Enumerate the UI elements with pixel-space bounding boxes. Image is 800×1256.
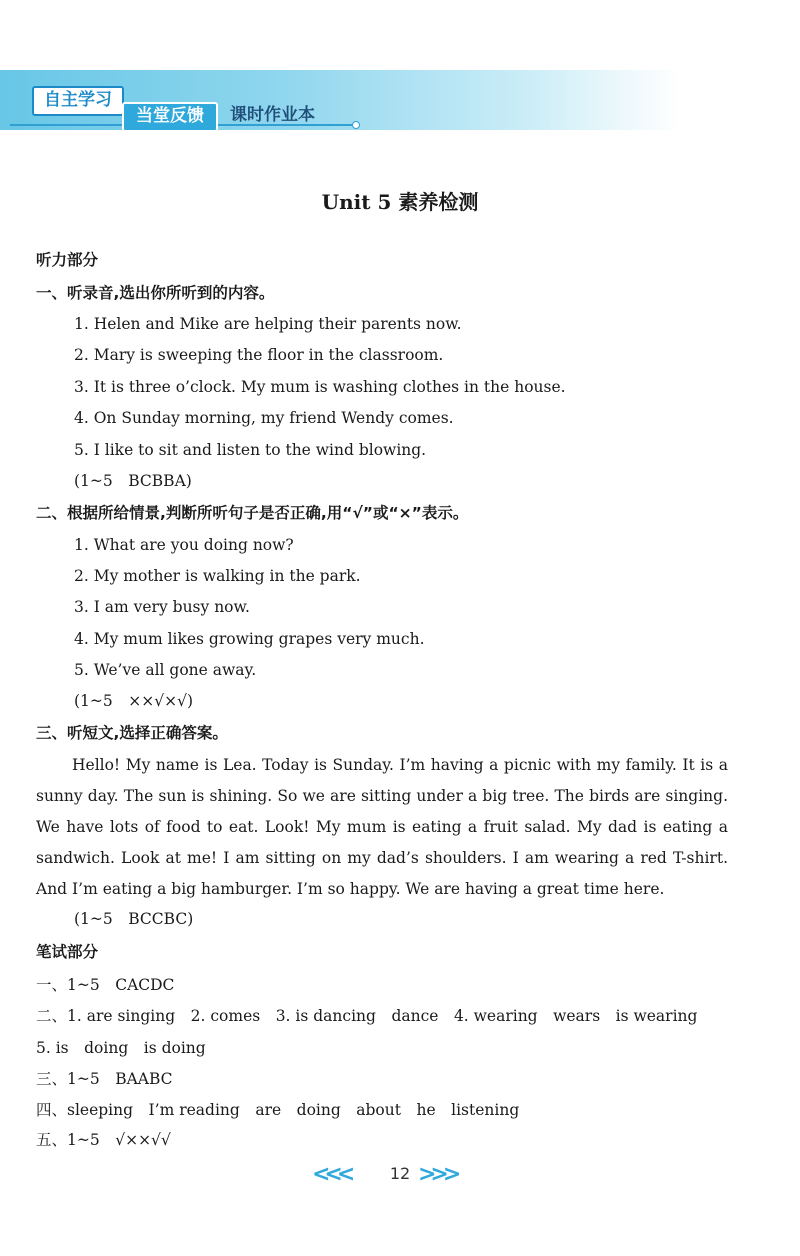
- s2-item-4: 4. My mum likes growing grapes very much.: [74, 630, 425, 648]
- s1-item-1: 1. Helen and Mike are helping their parents now.: [74, 315, 462, 333]
- written-answer-2-line2: 5. is doing is doing: [36, 1039, 206, 1057]
- listening-section1-title: 一、听录音,选出你所听到的内容。: [36, 284, 275, 302]
- s1-item-2: 2. Mary is sweeping the floor in the classroom.: [74, 346, 444, 364]
- s1-item-4: 4. On Sunday morning, my friend Wendy comes.: [74, 409, 454, 427]
- page-title: Unit 5 素养检测: [321, 190, 479, 214]
- header-dot-icon: [352, 121, 360, 129]
- written-answer-1: 一、1~5 CACDC: [36, 976, 175, 994]
- listening-section2-title: 二、根据所给情景,判断所听句子是否正确,用“√”或“×”表示。: [36, 504, 469, 522]
- written-heading: 笔试部分: [36, 943, 99, 961]
- s1-answer: (1~5 BCBBA): [74, 472, 192, 490]
- s2-item-1: 1. What are you doing now?: [74, 536, 294, 554]
- s2-item-2: 2. My mother is walking in the park.: [74, 567, 361, 585]
- header-tag-feedback: 当堂反馈: [122, 102, 218, 132]
- s1-item-5: 5. I like to sit and listen to the wind blowing.: [74, 441, 427, 459]
- written-answer-3: 三、1~5 BAABC: [36, 1070, 173, 1088]
- footer-left-arrows-icon: <<<: [312, 1162, 350, 1187]
- s3-answer: (1~5 BCCBC): [74, 910, 194, 928]
- written-answer-4: 四、sleeping I’m reading are doing about he listening: [36, 1101, 520, 1119]
- s2-answer: (1~5 ××√×√): [74, 692, 194, 710]
- s2-item-5: 5. We’ve all gone away.: [74, 661, 257, 679]
- written-answer-5: 五、1~5 √××√√: [36, 1131, 171, 1149]
- header-tag-self-study: 自主学习: [32, 86, 124, 116]
- s1-item-3: 3. It is three o’clock. My mum is washing clothes in the house.: [74, 378, 566, 396]
- page-number: 12: [389, 1164, 411, 1183]
- listening-section3-title: 三、听短文,选择正确答案。: [36, 724, 228, 742]
- s2-item-3: 3. I am very busy now.: [74, 598, 250, 616]
- header-book-title: 课时作业本: [230, 105, 315, 125]
- written-answer-2-line1: 二、1. are singing 2. comes 3. is dancing dance 4. wearing wears is wearing: [36, 1007, 698, 1025]
- footer-right-arrows-icon: >>>: [418, 1162, 456, 1187]
- s3-passage: Hello! My name is Lea. Today is Sunday. I’m having a picnic with my family. It is a sunny day. The sun is shining. So we are sitting under a big tree. The birds are singing. We have lots of food to eat. Look! My mum is eating a fruit salad. My dad is eating a sandwich. Look at me! I am sitting on my dad’s shoulders. I am wearing a red T-shirt. And I’m eating a big hamburger. I’m so happy. We are having a great time here.: [36, 756, 728, 898]
- listening-heading: 听力部分: [36, 251, 99, 269]
